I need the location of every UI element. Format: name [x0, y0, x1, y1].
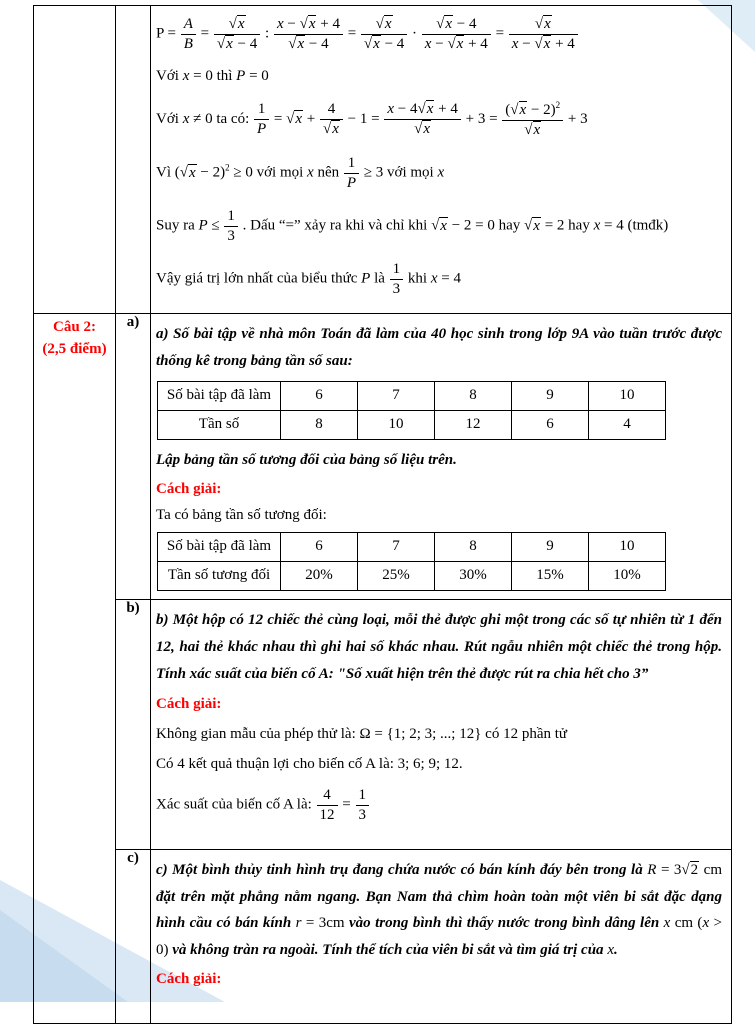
table-row [158, 410, 666, 439]
table-cell: 8 [435, 381, 512, 410]
table-cell: 20% [281, 561, 358, 590]
table-cell: Tần số tương đối [158, 561, 281, 590]
cau2-question-label-cell [34, 314, 116, 1024]
cau1-solution-cell [151, 6, 732, 314]
table-cell: 6 [512, 410, 589, 439]
table-cell: 8 [281, 410, 358, 439]
math-line: P = $\frac{A}{B}$ = $\frac{√x}{√x - 4}$ : $\frac{x - √x + 4}{√x - 4}$ = $\frac{√x}{√x - 4}$ · $\frac{√x - 4}{x - √x + 4}$ = $\frac{√x}{x - √x + 4}$ [156, 15, 723, 54]
solution-line: Có 4 kết quả thuận lợi cho biến cố A là: 3; 6; 9; 12. [156, 755, 463, 772]
table-cell: Số bài tập đã làm [158, 381, 281, 410]
table-cell: 10 [589, 381, 666, 410]
table-row [158, 561, 666, 590]
solution-line: Xác suất của biến cố A là: $\frac{4}{12}$ = $\frac{1}{3}$ [156, 786, 722, 825]
cau2-points: (2,5 điểm) [42, 341, 107, 357]
relative-frequency-table [157, 532, 666, 591]
task-statement-a: Lập bảng tần số tương đối của bảng số liệu trên. [156, 451, 457, 468]
solution-intro-a: Ta có bảng tần số tương đối: [156, 506, 327, 523]
table-cell: 9 [512, 381, 589, 410]
problem-statement-b: b) Một hộp có 12 chiếc thẻ cùng loại, mỗi thẻ được ghi một trong các số tự nhiên từ 1 đến 12, hai thẻ khác nhau thì ghi hai số khác nhau. Rút ngẫu nhiên một chiếc thẻ trong hộp. Tính xác suất của biến cố A: "Số xuất hiện trên thẻ được rút ra chia hết cho 3” [156, 611, 722, 683]
table-cell: Số bài tập đã làm [158, 532, 281, 561]
solution-table [33, 5, 732, 1024]
cau2-part-a-row [34, 314, 732, 600]
table-cell: 10 [358, 410, 435, 439]
cau2-title: Câu 2: [53, 319, 96, 335]
part-label-b: b) [116, 599, 151, 849]
solution-heading-c: Cách giải: [156, 970, 222, 987]
table-cell: 25% [358, 561, 435, 590]
table-cell: 30% [435, 561, 512, 590]
math-line: Với x ≠ 0 ta có: $\frac{1}{P}$ = √x + $\frac{4}{√x}$ − 1 = $\frac{x - 4√x + 4}{√x}$ + 3 = $\frac{(√x - 2)^2}{√x}$ + 3 [156, 99, 588, 138]
table-cell: 10 [589, 532, 666, 561]
section-a-cell [151, 314, 732, 600]
section-b-cell [151, 599, 732, 849]
table-cell: 7 [358, 532, 435, 561]
table-cell: 9 [512, 532, 589, 561]
table-row [158, 532, 666, 561]
table-cell: 8 [435, 532, 512, 561]
part-label-a: a) [116, 314, 151, 600]
table-cell: 12 [435, 410, 512, 439]
problem-statement-c: c) Một bình thủy tinh hình trụ đang chứa nước có bán kính đáy bên trong là R = 3√2 cm đặt trên mặt phẳng nằm ngang. Bạn Nam thả chìm hoàn toàn một viên bi sắt đặc dạng hình cầu có bán kính r = 3cm vào trong bình thì thấy nước trong bình dâng lên x cm (x > 0) và không tràn ra ngoài. Tính thể tích của viên bi sắt và tìm giá trị của x. [156, 861, 722, 958]
math-line: Suy ra P ≤ $\frac{1}{3}$ . Dấu “=” xảy ra khi và chỉ khi √x − 2 = 0 hay √x = 2 hay x = 4 (tmđk) [156, 208, 669, 244]
solution-heading-b: Cách giải: [156, 695, 222, 712]
cau1-part-label-cell [116, 6, 151, 314]
cau1-math-stack [151, 6, 731, 312]
solution-heading-a: Cách giải: [156, 480, 222, 497]
table-cell: 6 [281, 532, 358, 561]
table-cell: 7 [358, 381, 435, 410]
table-cell: 15% [512, 561, 589, 590]
table-cell: Tần số [158, 410, 281, 439]
math-line: Vì $(√x - 2)^2 \ge 0$ với mọi x nên $\frac{1}{P}$ ≥ 3 với mọi x [156, 155, 445, 191]
table-row [158, 381, 666, 410]
table-cell: 10% [589, 561, 666, 590]
math-line: Vậy giá trị lớn nhất của biểu thức P là $\frac{1}{3}$ khi x = 4 [156, 261, 461, 298]
cau1-question-label-cell [34, 6, 116, 314]
cau1-solution-row [34, 6, 732, 314]
frequency-table [157, 381, 666, 440]
section-c-cell [151, 849, 732, 1023]
cau2-part-c-row [34, 849, 732, 1023]
part-label-c: c) [116, 849, 151, 1023]
problem-statement-a: a) Số bài tập về nhà môn Toán đã làm của 40 học sinh trong lớp 9A vào tuần trước được thống kê trong bảng tần số sau: [156, 326, 722, 370]
table-cell: 6 [281, 381, 358, 410]
math-line: Với x = 0 thì P = 0 [156, 68, 269, 85]
cau2-part-b-row [34, 599, 732, 849]
table-cell: 4 [589, 410, 666, 439]
solution-line: Không gian mẫu của phép thử là: Ω = {1; 2; 3; ...; 12} có 12 phần tử [156, 725, 568, 742]
